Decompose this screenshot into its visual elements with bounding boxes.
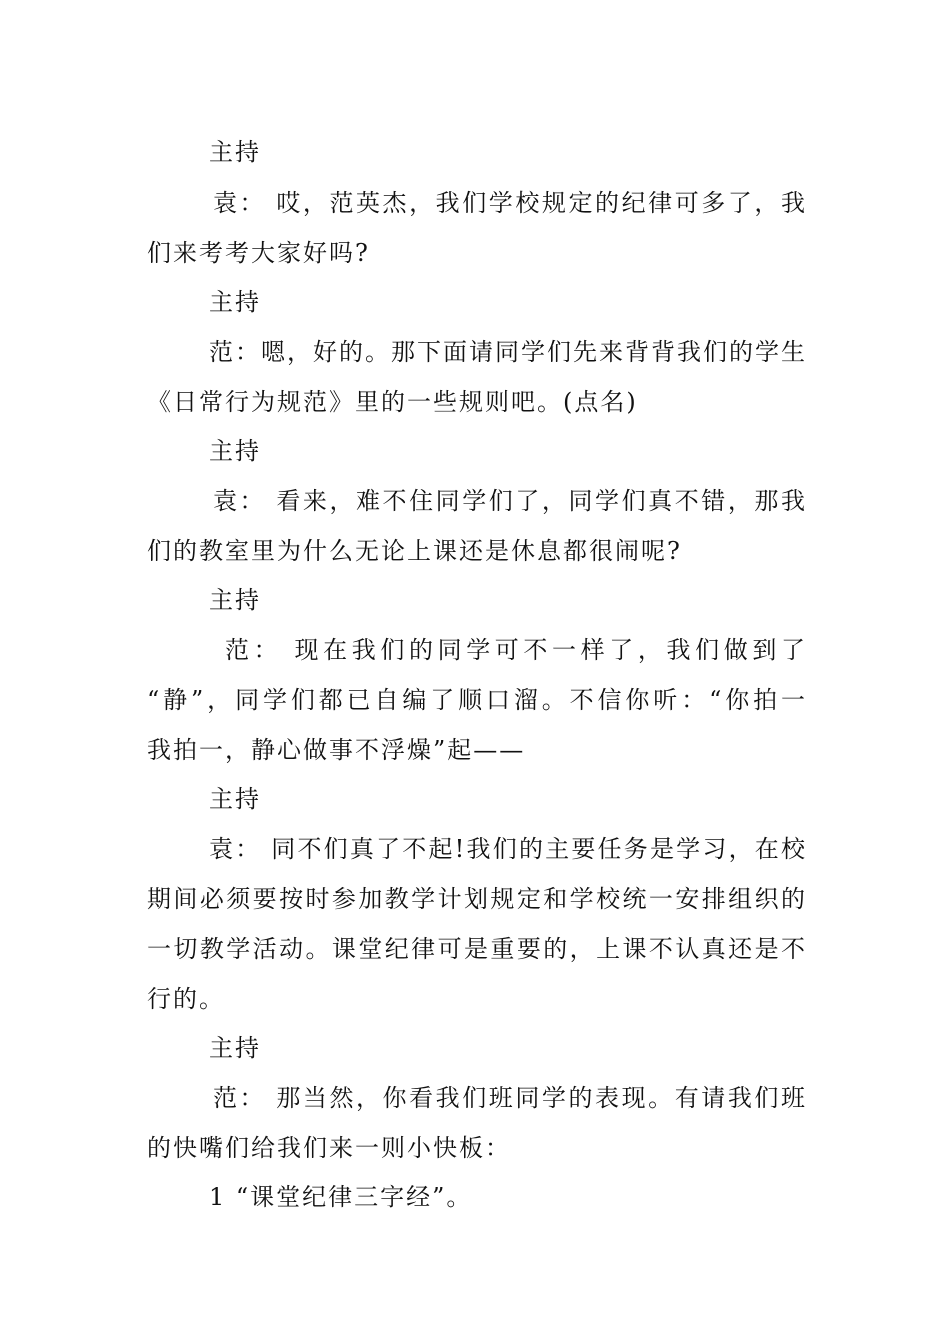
speaker-label: 主持: [209, 437, 261, 465]
speaker-label: 主持: [209, 1034, 261, 1062]
dialogue-line: 们来考考大家好吗?: [147, 239, 370, 267]
dialogue-line: 我拍一，静心做事不浮燥”起——: [147, 736, 526, 764]
list-item: 1 “课堂纪律三字经”。: [209, 1183, 473, 1211]
dialogue-line: 们的教室里为什么无论上课还是休息都很闹呢?: [147, 537, 682, 565]
dialogue-line: 范： 现在我们的同学可不一样了，我们做到了: [225, 636, 805, 664]
speaker-label: 主持: [209, 288, 261, 316]
speaker-label: 主持: [209, 586, 261, 614]
dialogue-line: 范： 那当然，你看我们班同学的表现。有请我们班: [213, 1084, 805, 1112]
dialogue-line: 袁： 同不们真了不起!我们的主要任务是学习，在校: [209, 835, 805, 863]
speaker-label: 主持: [209, 138, 261, 166]
dialogue-line: 一切教学活动。课堂纪律可是重要的，上课不认真还是不: [147, 935, 805, 963]
dialogue-line: 袁： 哎，范英杰，我们学校规定的纪律可多了，我: [213, 189, 805, 217]
dialogue-line: 袁： 看来，难不住同学们了，同学们真不错，那我: [213, 487, 805, 515]
speaker-label: 主持: [209, 785, 261, 813]
dialogue-line: “静”，同学们都已自编了顺口溜。不信你听：“你拍一: [147, 686, 805, 714]
dialogue-line: 范：嗯，好的。那下面请同学们先来背背我们的学生: [209, 338, 805, 366]
dialogue-line: 的快嘴们给我们来一则小快板：: [147, 1134, 511, 1162]
dialogue-line: 《日常行为规范》里的一些规则吧。(点名): [147, 388, 638, 416]
dialogue-line: 行的。: [147, 985, 225, 1013]
dialogue-line: 期间必须要按时参加教学计划规定和学校统一安排组织的: [147, 885, 805, 913]
